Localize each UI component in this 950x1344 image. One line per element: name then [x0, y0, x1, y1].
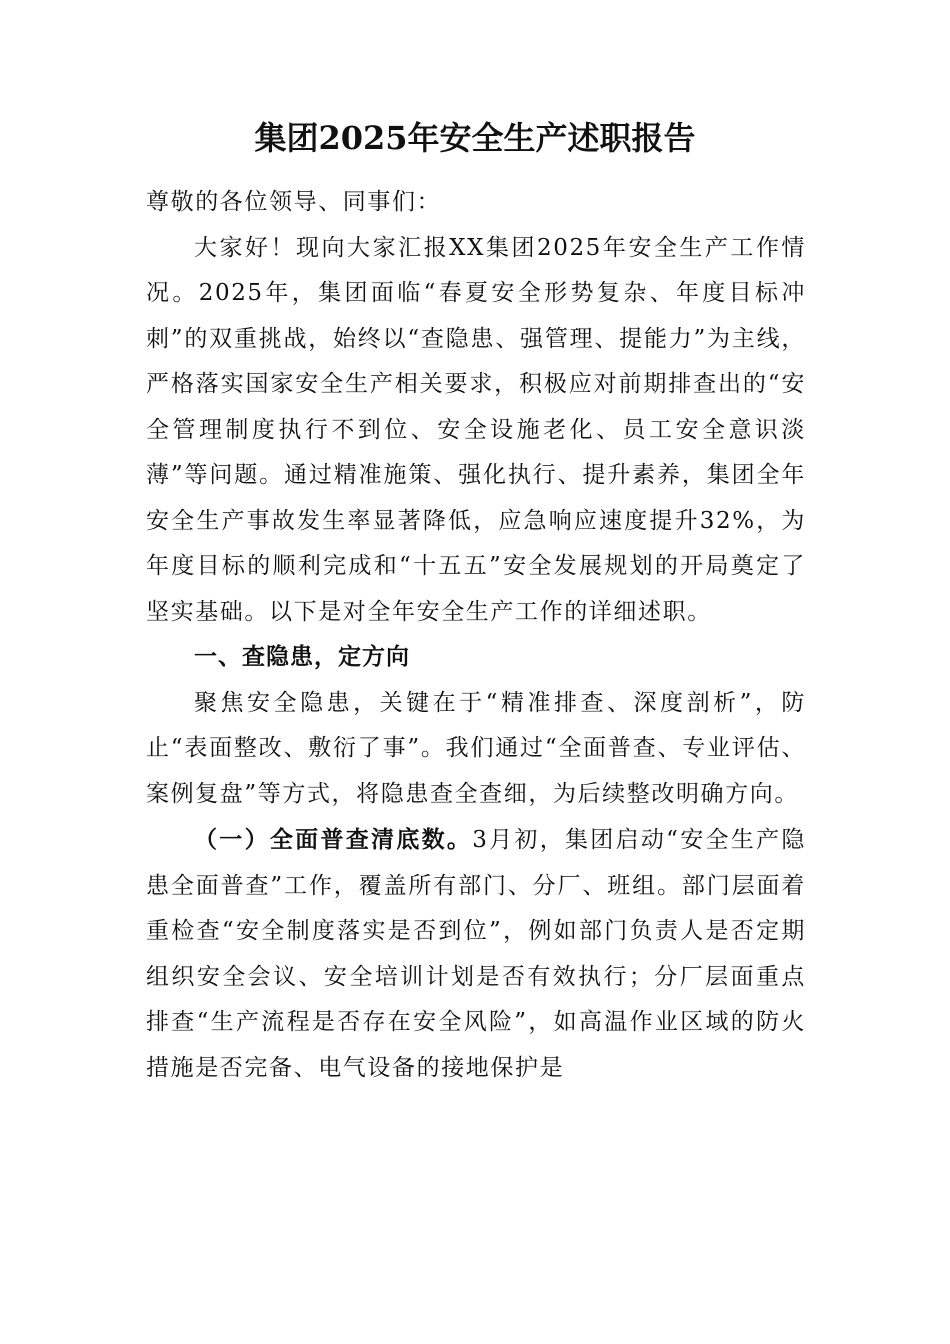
subsection-1-lead: （一）全面普查清底数。	[194, 826, 473, 853]
intro-paragraph: 大家好！现向大家汇报XX集团2025年安全生产工作情况。2025年，集团面临“春夏安全形势复杂、年度目标冲刺”的双重挑战，始终以“查隐患、强管理、提能力”为主线，严格落实国家安全生产相关要求，积极应对前期排查出的“安全管理制度执行不到位、安全设施老化、员工安全意识淡薄”等问题。通过精准施策、强化执行、提升素养，集团全年安全生产事故发生率显著降低，应急响应速度提升32%，为年度目标的顺利完成和“十五五”安全发展规划的开局奠定了坚实基础。以下是对全年安全生产工作的详细述职。	[146, 234, 806, 625]
document-body	[146, 180, 806, 1091]
salutation: 尊敬的各位领导、同事们：	[146, 189, 442, 215]
document-title: 集团2025年安全生产述职报告	[254, 119, 696, 157]
subsection-1-paragraph	[146, 817, 806, 1091]
subsection-1-text: 3月初，集团启动“安全生产隐患全面普查”工作，覆盖所有部门、分厂、班组。部门层面着重检查“安全制度落实是否到位”，例如部门负责人是否定期组织安全会议、安全培训计划是否有效执行；分厂层面重点排查“生产流程是否存在安全风险”，如高温作业区域的防火措施是否完备、电气设备的接地保护是	[146, 827, 806, 1081]
section-1-paragraph: 聚焦安全隐患，关键在于“精准排查、深度剖析”，防止“表面整改、敷衍了事”。我们通过“全面普查、专业评估、案例复盘”等方式，将隐患查全查细，为后续整改明确方向。	[146, 689, 806, 807]
section-1-heading: 一、查隐患，定方向	[194, 644, 410, 670]
